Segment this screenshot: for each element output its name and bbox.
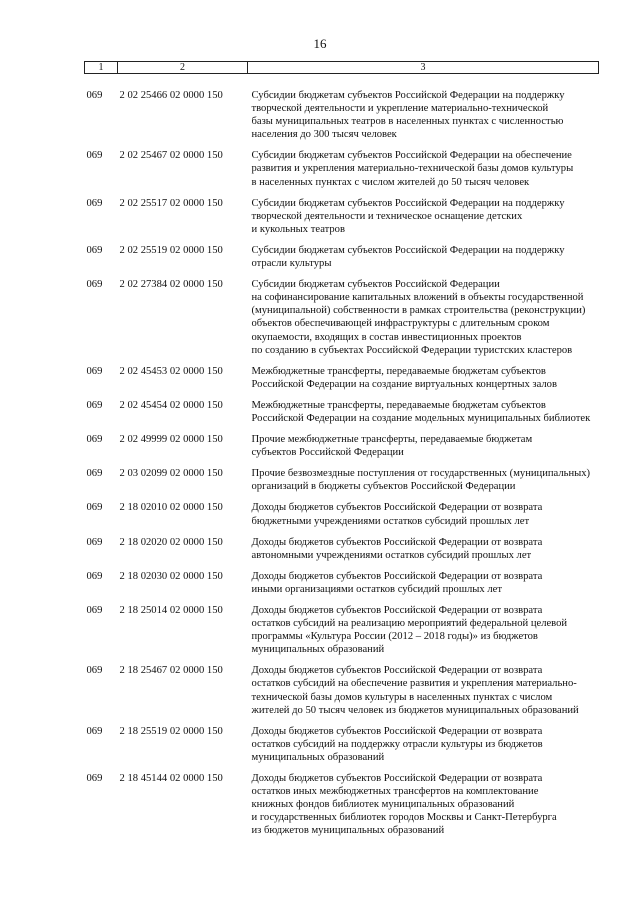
revenue-name-line: остатков иных межбюджетных трансфертов на комплектование <box>251 786 539 798</box>
revenue-name-line: базы муниципальных театров в населенных пунктах с численностью <box>251 116 564 128</box>
admin-code-cell: 069 <box>86 665 103 677</box>
revenue-name-line: и государственных библиотек городов Москвы и Санкт-Петербурга <box>251 812 557 824</box>
table-row <box>85 725 599 772</box>
revenue-name-line: Доходы бюджетов субъектов Российской Федерации от возврата <box>251 536 543 548</box>
revenue-name-cell <box>248 365 599 399</box>
admin-code-cell: 069 <box>86 150 103 162</box>
table-row <box>85 74 599 150</box>
revenue-name-cell <box>248 433 599 467</box>
admin-code-cell: 069 <box>86 90 103 101</box>
table-row <box>85 278 599 365</box>
budget-code-cell: 2 18 25519 02 0000 150 <box>119 725 223 737</box>
revenue-name-line: организаций в бюджеты субъектов Российской Федерации <box>251 481 516 493</box>
revenue-name-line: Прочие межбюджетные трансферты, передаваемые бюджетам <box>251 434 533 446</box>
admin-code-cell: 069 <box>86 279 103 291</box>
revenue-name-line: технической базы домов культуры в населенных пунктах с числом <box>251 691 553 703</box>
column-header-3: 3 <box>248 62 599 74</box>
revenue-name-line: муниципальных образований <box>251 751 385 763</box>
revenue-name-line: Субсидии бюджетам субъектов Российской Федерации на поддержку <box>251 197 565 209</box>
table-row <box>85 149 599 196</box>
revenue-name-line: программы «Культура России (2012 – 2018 годы)» из бюджетов <box>251 631 538 643</box>
revenue-name-line: Субсидии бюджетам субъектов Российской Федерации на поддержку <box>251 244 565 256</box>
table-row <box>85 604 599 664</box>
table-body <box>85 74 599 846</box>
budget-code-cell: 2 02 25467 02 0000 150 <box>119 150 223 162</box>
budget-code-cell: 2 18 02010 02 0000 150 <box>119 502 223 514</box>
budget-code-cell: 2 18 45144 02 0000 150 <box>119 773 223 785</box>
column-header-1: 1 <box>85 62 118 74</box>
table-row <box>85 244 599 278</box>
revenue-name-line: из бюджетов муниципальных образований <box>251 825 445 837</box>
revenue-name-line: населения до 300 тысяч человек <box>251 129 397 141</box>
revenue-name-line: автономными учреждениями остатков субсидий прошлых лет <box>251 549 532 561</box>
revenue-name-cell <box>248 467 599 501</box>
admin-code-cell: 069 <box>86 605 103 616</box>
revenue-name-line: Российской Федерации на создание модельных муниципальных библиотек <box>251 412 591 424</box>
revenue-name-cell <box>248 772 599 845</box>
revenue-name-line: Межбюджетные трансферты, передаваемые бюджетам субъектов <box>251 399 546 411</box>
budget-code-cell: 2 03 02099 02 0000 150 <box>119 468 223 480</box>
revenue-name-line: остатков субсидий на поддержку отрасли культуры из бюджетов <box>251 738 543 750</box>
table-row <box>85 197 599 244</box>
table-row <box>85 772 599 845</box>
revenue-name-line: творческой деятельности и техническое оснащение детских <box>251 210 523 222</box>
budget-code-cell: 2 02 25517 02 0000 150 <box>119 197 223 209</box>
revenue-name-line: объектов обеспечивающей инфраструктуры с длительным сроком <box>251 318 550 330</box>
admin-code-cell: 069 <box>86 468 103 480</box>
budget-code-cell: 2 02 45453 02 0000 150 <box>119 365 223 377</box>
page-number: 16 <box>313 36 327 51</box>
revenue-name-cell <box>248 570 599 604</box>
table-row <box>85 399 599 433</box>
revenue-name-cell <box>248 501 599 535</box>
table-header-row <box>85 62 599 74</box>
revenue-name-line: субъектов Российской Федерации <box>251 447 404 459</box>
revenue-name-line: Субсидии бюджетам субъектов Российской Федерации на поддержку <box>251 90 565 101</box>
table-row <box>85 433 599 467</box>
column-header-2: 2 <box>118 62 248 74</box>
table-row <box>85 570 599 604</box>
admin-code-cell: 069 <box>86 773 103 785</box>
table-row <box>85 501 599 535</box>
revenue-name-line: по созданию в субъектах Российской Федерации туристских кластеров <box>251 344 573 356</box>
admin-code-cell: 069 <box>86 570 103 582</box>
revenue-name-line: бюджетными учреждениями остатков субсидий прошлых лет <box>251 515 530 527</box>
budget-code-cell: 2 18 02020 02 0000 150 <box>119 536 223 548</box>
revenue-name-line: иными организациями остатков субсидий прошлых лет <box>251 583 502 595</box>
budget-code-cell: 2 02 49999 02 0000 150 <box>119 434 223 446</box>
admin-code-cell: 069 <box>86 536 103 548</box>
admin-code-cell: 069 <box>86 365 103 377</box>
revenue-name-cell <box>248 278 599 365</box>
revenue-name-cell <box>248 604 599 664</box>
table-row <box>85 664 599 724</box>
budget-code-cell: 2 02 27384 02 0000 150 <box>119 279 223 291</box>
revenue-name-line: жителей до 50 тысяч человек из бюджетов муниципальных образований <box>251 704 579 716</box>
revenue-name-line: Субсидии бюджетам субъектов Российской Федерации на обеспечение <box>251 150 572 162</box>
revenue-name-line: муниципальных образований <box>251 644 385 656</box>
revenue-name-line: Субсидии бюджетам субъектов Российской Федерации <box>251 279 500 291</box>
revenue-name-line: на софинансирование капитальных вложений в объекты государственной <box>251 292 584 304</box>
revenue-name-cell <box>248 399 599 433</box>
budget-code-cell: 2 18 25014 02 0000 150 <box>119 605 223 616</box>
admin-code-cell: 069 <box>86 434 103 446</box>
table-row <box>85 467 599 501</box>
revenue-name-line: Доходы бюджетов субъектов Российской Федерации от возврата <box>251 605 543 616</box>
revenue-name-line: книжных фондов библиотек муниципальных образований <box>251 799 515 811</box>
revenue-name-line: Доходы бюджетов субъектов Российской Федерации от возврата <box>251 570 543 582</box>
revenue-name-line: Доходы бюджетов субъектов Российской Федерации от возврата <box>251 502 543 514</box>
revenue-name-line: развития и укрепления материально-технической базы домов культуры <box>251 163 574 175</box>
budget-code-cell: 2 18 02030 02 0000 150 <box>119 570 223 582</box>
revenue-name-line: в населенных пунктах с числом жителей до 50 тысяч человек <box>251 176 530 188</box>
revenue-name-line: (муниципальной) собственности в рамках строительства (реконструкции) <box>251 305 586 317</box>
admin-code-cell: 069 <box>86 197 103 209</box>
admin-code-cell: 069 <box>86 244 103 256</box>
revenue-name-cell <box>248 149 599 196</box>
revenue-name-cell <box>248 725 599 772</box>
budget-code-cell: 2 18 25467 02 0000 150 <box>119 665 223 677</box>
table-row <box>85 365 599 399</box>
table-row <box>85 536 599 570</box>
revenue-name-line: остатков субсидий на обеспечение развития и укрепления материально- <box>251 678 577 690</box>
revenue-name-cell <box>248 74 599 150</box>
revenue-name-cell <box>248 197 599 244</box>
revenue-name-line: Доходы бюджетов субъектов Российской Федерации от возврата <box>251 665 543 677</box>
admin-code-cell: 069 <box>86 725 103 737</box>
revenue-name-line: Российской Федерации на создание виртуальных концертных залов <box>251 378 557 390</box>
revenue-name-cell <box>248 664 599 724</box>
budget-code-cell: 2 02 45454 02 0000 150 <box>119 399 223 411</box>
revenue-name-line: отрасли культуры <box>251 258 332 270</box>
revenue-name-line: творческой деятельности и укрепление материально-технической <box>251 103 549 115</box>
revenue-name-line: Межбюджетные трансферты, передаваемые бюджетам субъектов <box>251 365 546 377</box>
revenue-name-line: и кукольных театров <box>251 223 345 235</box>
admin-code-cell: 069 <box>86 399 103 411</box>
revenue-name-line: Доходы бюджетов субъектов Российской Федерации от возврата <box>251 773 543 785</box>
budget-code-cell: 2 02 25519 02 0000 150 <box>119 244 223 256</box>
budget-code-cell: 2 02 25466 02 0000 150 <box>119 90 223 101</box>
revenue-name-cell <box>248 244 599 278</box>
revenue-name-cell <box>248 536 599 570</box>
revenue-name-line: остатков субсидий на реализацию мероприятий федеральной целевой <box>251 618 568 630</box>
revenue-name-line: окупаемости, входящих в состав инвестиционных проектов <box>251 331 522 343</box>
revenue-name-line: Доходы бюджетов субъектов Российской Федерации от возврата <box>251 725 543 737</box>
revenue-name-line: Прочие безвозмездные поступления от государственных (муниципальных) <box>251 468 591 480</box>
admin-code-cell: 069 <box>86 502 103 514</box>
budget-revenue-table <box>84 61 599 846</box>
